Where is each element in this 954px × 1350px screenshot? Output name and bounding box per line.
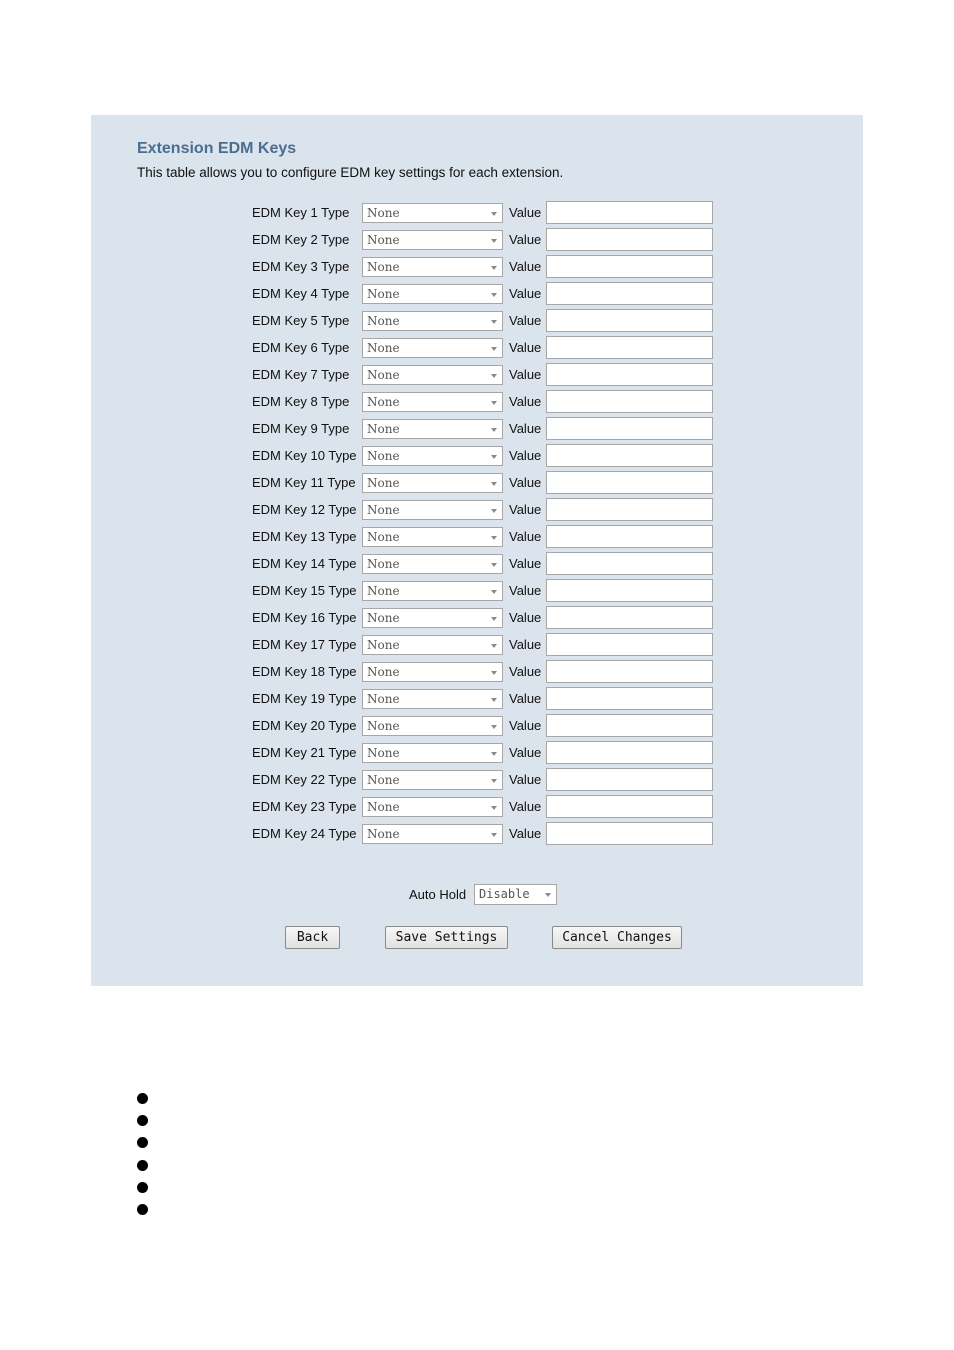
edm-key-type-select[interactable] — [362, 797, 503, 817]
edm-key-type-select[interactable] — [362, 527, 503, 547]
edm-key-value-input[interactable] — [546, 552, 713, 575]
edm-key-value-input[interactable] — [546, 525, 713, 548]
edm-key-type-value: None — [367, 719, 400, 733]
edm-key-type-label: EDM Key 20 Type — [252, 718, 357, 733]
edm-key-row — [91, 283, 863, 306]
value-label: Value — [509, 610, 542, 625]
edm-key-type-select[interactable] — [362, 824, 503, 844]
value-label: Value — [509, 799, 542, 814]
edm-key-value-input[interactable] — [546, 471, 713, 494]
edm-key-value-input[interactable] — [546, 282, 713, 305]
edm-key-type-label: EDM Key 5 Type — [252, 313, 350, 328]
edm-key-type-label: EDM Key 2 Type — [252, 232, 350, 247]
edm-key-row — [91, 661, 863, 684]
edm-key-type-select[interactable] — [362, 500, 503, 520]
edm-key-type-value: None — [367, 773, 400, 787]
edm-key-type-value: None — [367, 206, 400, 220]
edm-key-type-select[interactable] — [362, 689, 503, 709]
value-label: Value — [509, 529, 542, 544]
edm-key-type-label: EDM Key 14 Type — [252, 556, 357, 571]
value-label: Value — [509, 772, 542, 787]
edm-key-type-label: EDM Key 8 Type — [252, 394, 350, 409]
chevron-down-icon — [491, 266, 497, 270]
edm-key-type-value: None — [367, 665, 400, 679]
edm-key-type-select[interactable] — [362, 203, 503, 223]
value-label: Value — [509, 394, 542, 409]
chevron-down-icon — [491, 779, 497, 783]
value-label: Value — [509, 205, 542, 220]
panel-description: This table allows you to configure EDM key settings for each extension. — [137, 165, 564, 180]
edm-key-type-label: EDM Key 23 Type — [252, 799, 357, 814]
edm-key-type-value: None — [367, 503, 400, 517]
chevron-down-icon — [491, 806, 497, 810]
value-label: Value — [509, 475, 542, 490]
edm-key-type-label: EDM Key 11 Type — [252, 475, 356, 490]
bullet-icon — [137, 1182, 148, 1193]
edm-key-value-input[interactable] — [546, 201, 713, 224]
chevron-down-icon — [491, 752, 497, 756]
edm-key-row — [91, 337, 863, 360]
edm-key-type-select[interactable] — [362, 770, 503, 790]
edm-key-type-select[interactable] — [362, 743, 503, 763]
edm-key-type-value: None — [367, 449, 400, 463]
edm-key-value-input[interactable] — [546, 309, 713, 332]
auto-hold-label: Auto Hold — [409, 887, 467, 902]
back-button[interactable]: Back — [285, 926, 340, 949]
edm-key-row — [91, 796, 863, 819]
chevron-down-icon — [491, 698, 497, 702]
edm-key-type-value: None — [367, 584, 400, 598]
value-label: Value — [509, 502, 542, 517]
edm-keys-panel — [91, 115, 863, 986]
panel-title: Extension EDM Keys — [137, 140, 297, 157]
edm-key-type-label: EDM Key 9 Type — [252, 421, 350, 436]
edm-key-value-input[interactable] — [546, 714, 713, 737]
edm-key-row — [91, 310, 863, 333]
edm-key-type-label: EDM Key 12 Type — [252, 502, 357, 517]
bullet-icon — [137, 1093, 148, 1104]
edm-key-value-input[interactable] — [546, 498, 713, 521]
edm-key-value-input[interactable] — [546, 336, 713, 359]
edm-key-type-select[interactable] — [362, 365, 503, 385]
edm-key-row — [91, 580, 863, 603]
chevron-down-icon — [491, 347, 497, 351]
edm-key-type-value: None — [367, 314, 400, 328]
edm-key-value-input[interactable] — [546, 795, 713, 818]
chevron-down-icon — [491, 428, 497, 432]
edm-key-row — [91, 769, 863, 792]
edm-key-type-label: EDM Key 21 Type — [252, 745, 357, 760]
edm-key-type-value: None — [367, 395, 400, 409]
edm-key-type-select[interactable] — [362, 581, 503, 601]
edm-key-type-value: None — [367, 746, 400, 760]
edm-key-type-select[interactable] — [362, 446, 503, 466]
edm-key-row — [91, 634, 863, 657]
edm-key-row — [91, 526, 863, 549]
value-label: Value — [509, 421, 542, 436]
chevron-down-icon — [491, 644, 497, 648]
edm-key-type-label: EDM Key 10 Type — [252, 448, 357, 463]
edm-key-value-input[interactable] — [546, 768, 713, 791]
chevron-down-icon — [491, 725, 497, 729]
edm-key-type-value: None — [367, 260, 400, 274]
edm-key-value-input[interactable] — [546, 228, 713, 251]
value-label: Value — [509, 286, 542, 301]
value-label: Value — [509, 232, 542, 247]
edm-key-type-select[interactable] — [362, 608, 503, 628]
edm-key-row — [91, 472, 863, 495]
edm-key-row — [91, 229, 863, 252]
chevron-down-icon — [491, 374, 497, 378]
value-label: Value — [509, 556, 542, 571]
edm-key-type-label: EDM Key 6 Type — [252, 340, 350, 355]
value-label: Value — [509, 745, 542, 760]
chevron-down-icon — [491, 590, 497, 594]
edm-key-row — [91, 499, 863, 522]
edm-key-type-select[interactable] — [362, 311, 503, 331]
edm-key-row — [91, 553, 863, 576]
edm-key-type-label: EDM Key 22 Type — [252, 772, 357, 787]
chevron-down-icon — [491, 212, 497, 216]
edm-key-type-label: EDM Key 1 Type — [252, 205, 350, 220]
edm-key-type-label: EDM Key 3 Type — [252, 259, 350, 274]
edm-key-value-input[interactable] — [546, 741, 713, 764]
edm-key-type-label: EDM Key 15 Type — [252, 583, 357, 598]
edm-key-value-input[interactable] — [546, 363, 713, 386]
auto-hold-value: Disable — [479, 887, 530, 901]
value-label: Value — [509, 367, 542, 382]
chevron-down-icon — [491, 455, 497, 459]
edm-key-type-value: None — [367, 827, 400, 841]
edm-key-value-input[interactable] — [546, 633, 713, 656]
edm-key-type-value: None — [367, 638, 400, 652]
edm-key-value-input[interactable] — [546, 444, 713, 467]
auto-hold-select[interactable] — [474, 884, 557, 905]
value-label: Value — [509, 691, 542, 706]
edm-key-row — [91, 256, 863, 279]
chevron-down-icon — [491, 563, 497, 567]
edm-key-type-value: None — [367, 287, 400, 301]
edm-key-value-input[interactable] — [546, 660, 713, 683]
value-label: Value — [509, 826, 542, 841]
edm-key-type-value: None — [367, 341, 400, 355]
edm-key-type-select[interactable] — [362, 716, 503, 736]
edm-key-type-label: EDM Key 19 Type — [252, 691, 357, 706]
edm-key-row — [91, 742, 863, 765]
edm-key-type-value: None — [367, 233, 400, 247]
edm-key-row — [91, 418, 863, 441]
edm-key-type-value: None — [367, 476, 400, 490]
edm-key-type-value: None — [367, 611, 400, 625]
edm-key-type-select[interactable] — [362, 635, 503, 655]
edm-key-type-label: EDM Key 16 Type — [252, 610, 357, 625]
edm-key-type-value: None — [367, 557, 400, 571]
value-label: Value — [509, 664, 542, 679]
edm-key-row — [91, 715, 863, 738]
chevron-down-icon — [491, 401, 497, 405]
chevron-down-icon — [491, 536, 497, 540]
edm-key-value-input[interactable] — [546, 417, 713, 440]
edm-key-row — [91, 202, 863, 225]
edm-key-type-label: EDM Key 4 Type — [252, 286, 350, 301]
bullet-icon — [137, 1160, 148, 1171]
edm-key-type-select[interactable] — [362, 284, 503, 304]
edm-key-type-value: None — [367, 800, 400, 814]
edm-key-value-input[interactable] — [546, 255, 713, 278]
edm-key-value-input[interactable] — [546, 687, 713, 710]
edm-key-type-select[interactable] — [362, 338, 503, 358]
chevron-down-icon — [491, 482, 497, 486]
edm-key-type-label: EDM Key 13 Type — [252, 529, 357, 544]
value-label: Value — [509, 637, 542, 652]
edm-key-type-value: None — [367, 368, 400, 382]
edm-key-row — [91, 823, 863, 846]
edm-key-type-select[interactable] — [362, 230, 503, 250]
chevron-down-icon — [491, 293, 497, 297]
edm-key-type-value: None — [367, 530, 400, 544]
edm-key-row — [91, 364, 863, 387]
chevron-down-icon — [491, 509, 497, 513]
edm-key-value-input[interactable] — [546, 579, 713, 602]
edm-key-type-select[interactable] — [362, 662, 503, 682]
edm-key-row — [91, 607, 863, 630]
edm-key-type-label: EDM Key 18 Type — [252, 664, 357, 679]
value-label: Value — [509, 340, 542, 355]
chevron-down-icon — [491, 833, 497, 837]
edm-key-type-select[interactable] — [362, 419, 503, 439]
edm-key-type-value: None — [367, 692, 400, 706]
save-settings-button[interactable]: Save Settings — [385, 926, 508, 949]
value-label: Value — [509, 259, 542, 274]
edm-key-type-select[interactable] — [362, 554, 503, 574]
edm-key-value-input[interactable] — [546, 606, 713, 629]
bullet-icon — [137, 1137, 148, 1148]
cancel-changes-button[interactable]: Cancel Changes — [552, 926, 682, 949]
edm-key-type-select[interactable] — [362, 392, 503, 412]
edm-key-type-select[interactable] — [362, 473, 503, 493]
chevron-down-icon — [491, 320, 497, 324]
chevron-down-icon — [491, 617, 497, 621]
value-label: Value — [509, 718, 542, 733]
edm-key-type-select[interactable] — [362, 257, 503, 277]
value-label: Value — [509, 313, 542, 328]
edm-key-type-label: EDM Key 7 Type — [252, 367, 350, 382]
edm-key-row — [91, 391, 863, 414]
edm-key-type-label: EDM Key 24 Type — [252, 826, 357, 841]
bullet-icon — [137, 1115, 148, 1126]
chevron-down-icon — [491, 239, 497, 243]
bullet-icon — [137, 1204, 148, 1215]
edm-key-type-value: None — [367, 422, 400, 436]
chevron-down-icon — [491, 671, 497, 675]
edm-key-row — [91, 445, 863, 468]
edm-key-type-label: EDM Key 17 Type — [252, 637, 357, 652]
value-label: Value — [509, 583, 542, 598]
value-label: Value — [509, 448, 542, 463]
edm-key-value-input[interactable] — [546, 822, 713, 845]
edm-key-value-input[interactable] — [546, 390, 713, 413]
edm-key-row — [91, 688, 863, 711]
chevron-down-icon — [545, 893, 551, 897]
